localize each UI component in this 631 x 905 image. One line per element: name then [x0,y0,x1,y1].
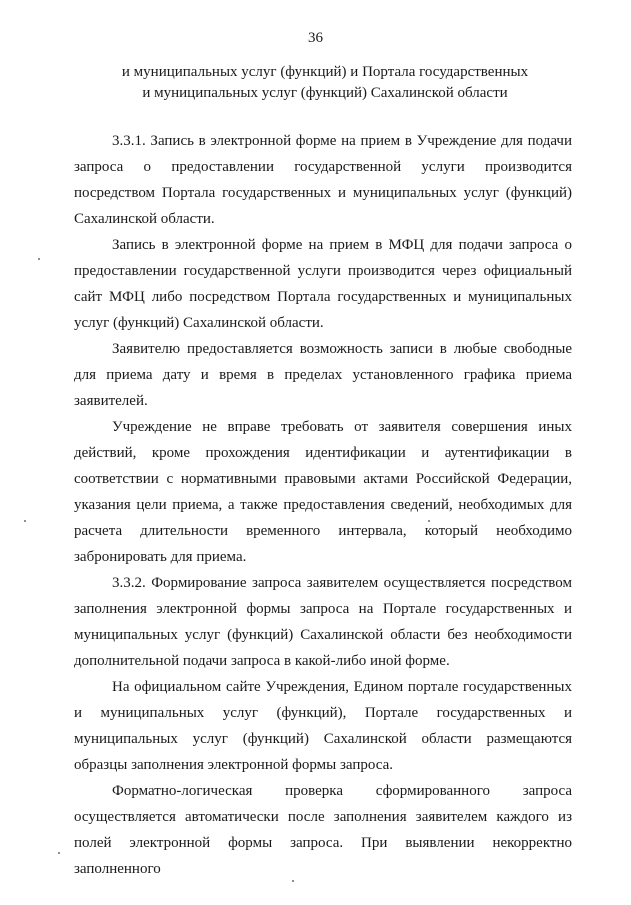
heading-line-1: и муниципальных услуг (функций) и Портала государственных [121,64,529,80]
scan-speck [428,520,430,522]
paragraph-mfc-record: Запись в электронной форме на прием в МФЦ для подачи запроса о предоставлении государственной услуги производится через официальный сайт МФЦ либо посредством Портала государственных и муниципальных услуг (функций) Сахалинской области. [74,237,572,331]
paragraph-applicant-option: Заявителю предоставляется возможность записи в любые свободные для приема дату и время в пределах установленного графика приема заявителей. [74,341,572,409]
scan-speck [38,258,40,260]
paragraph-format-check: Форматно-логическая проверка сформированного запроса осуществляется автоматически после заполнения заявителем каждого из полей электронной формы запроса. При выявлении некорректно заполненного [74,783,572,877]
paragraph-3-3-2: 3.3.2. Формирование запроса заявителем осуществляется посредством заполнения электронной формы запроса на Портале государственных и муниципальных услуг (функций) Сахалинской области без необходимости дополнительной подачи запроса в какой-либо иной форме. [74,575,572,669]
section-heading [60,62,590,104]
paragraph-institution-restrictions: Учреждение не вправе требовать от заявителя совершения иных действий, кроме прохождения идентификации и аутентификации в соответствии с нормативными правовыми актами Российской Федерации, указания цели приема, а также предоставления сведений, необходимых для расчета длительности временного интервала, который необходимо забронировать для приема. [74,419,572,565]
paragraph-3-3-1: 3.3.1. Запись в электронной форме на прием в Учреждение для подачи запроса о предоставлении государственной услуги производится посредством Портала государственных и муниципальных услуг (функций) Сахалинской области. [74,133,572,227]
scan-speck [58,852,60,854]
paragraph-official-site: На официальном сайте Учреждения, Едином портале государственных и муниципальных услуг (функций), Портале государственных и муниципальных услуг (функций) Сахалинской области размещаются образцы заполнения электронной формы запроса. [74,679,572,773]
heading-line-2: и муниципальных услуг (функций) Сахалинской области [142,85,508,101]
document-body [74,128,572,882]
scan-speck [24,520,26,522]
scan-speck [292,880,294,882]
page-number: 36 [308,30,323,46]
